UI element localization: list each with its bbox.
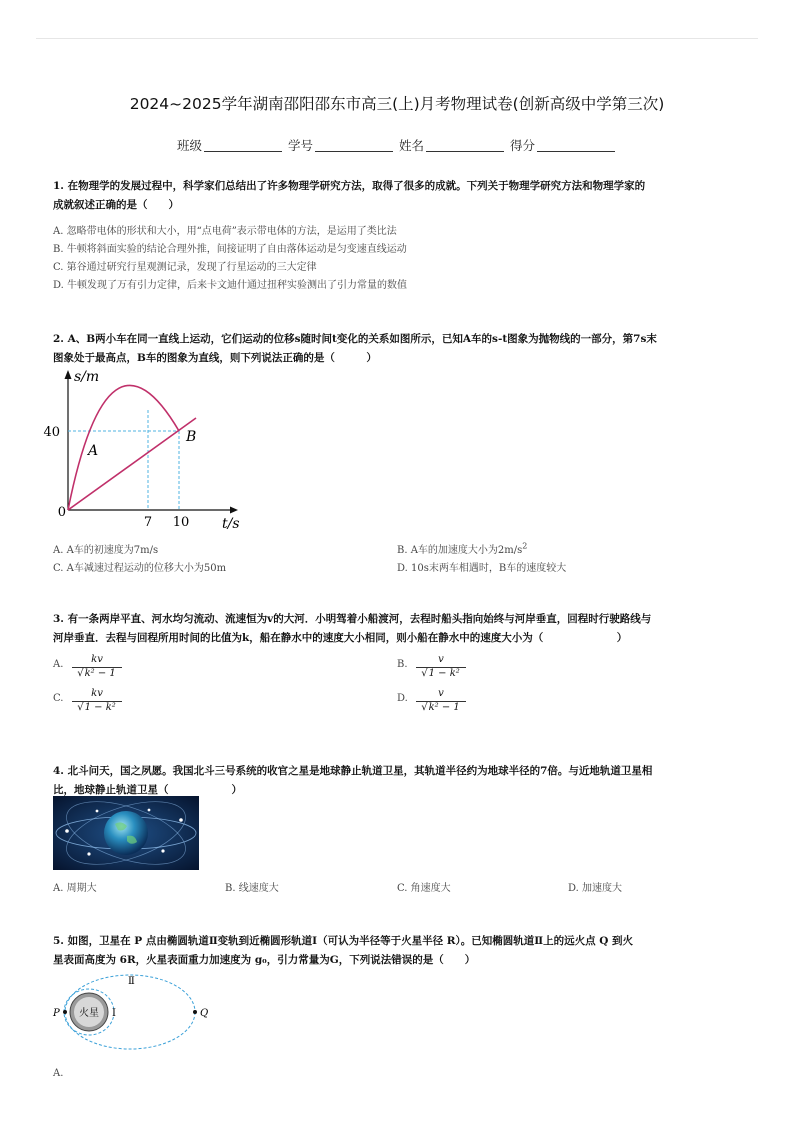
origin-label: 0: [57, 505, 66, 520]
numerator: kv: [91, 654, 103, 665]
q1-stem-line: 成就叙述正确的是（ ）: [53, 199, 179, 211]
q3-option-d-label[interactable]: D.: [397, 693, 408, 704]
denominator: √k² − 1: [421, 702, 460, 713]
q1-stem: [53, 177, 743, 215]
q3-option-a-label[interactable]: A.: [53, 659, 64, 670]
denominator: √1 − k²: [421, 668, 460, 679]
page-title: 2024~2025学年湖南邵阳邵东市高三(上)月考物理试卷(创新高级中学第三次): [129, 95, 665, 113]
label-b: B: [186, 429, 197, 445]
id-field[interactable]: [315, 139, 393, 152]
curve-a: [68, 385, 179, 510]
q1-stem-line: 1. 在物理学的发展过程中，科学家们总结出了许多物理学研究方法，取得了很多的成就。下列关于物理学研究方法和物理学家的: [53, 180, 646, 192]
denominator: √1 − k²: [77, 702, 116, 713]
satellite-dot: [161, 849, 164, 852]
q3-stem-line: 河岸垂直．去程与回程所用时间的比值为k，船在静水中的速度大小相同，则小船在静水中的速度大小为（ ）: [53, 632, 628, 644]
y-tick-40: 40: [43, 425, 60, 440]
q2-stem-line: 2. A、B两小车在同一直线上运动，它们运动的位移s随时间t变化的关系如图所示，已知A车的s-t图象为抛物线的一部分，第7s末: [53, 333, 657, 345]
student-info: [0, 136, 794, 154]
x-tick-7: 7: [143, 515, 153, 530]
class-field[interactable]: [204, 139, 282, 152]
numerator: v: [438, 688, 444, 699]
q2-stem-line: 图象处于最高点，B车的图象为直线，则下列说法正确的是（ ）: [53, 352, 377, 364]
q1-option-a[interactable]: A. 忽略带电体的形状和大小，用“点电荷”表示带电体的方法，是运用了类比法: [53, 226, 397, 237]
q3-option-b-formula[interactable]: [416, 654, 466, 684]
q3-stem-line: 3. 有一条两岸平直、河水均匀流动、流速恒为v的大河．小明驾着小船渡河，去程时船头指向始终与河岸垂直，回程时行驶路线与: [53, 613, 652, 625]
orbit-1-label: Ⅰ: [112, 1008, 116, 1019]
st-graph: [43, 362, 262, 532]
id-label: 学号: [287, 138, 313, 153]
q3-option-c-label[interactable]: C.: [53, 693, 64, 704]
q2-option-c[interactable]: C. A车减速过程运动的位移大小为50m: [53, 563, 227, 574]
header-rule: [36, 38, 758, 39]
q2-option-d[interactable]: D. 10s末两车相遇时，B车的速度较大: [397, 563, 567, 574]
label-a: A: [88, 443, 99, 459]
q1-option-b[interactable]: B. 牛顿将斜面实验的结论合理外推，间接证明了自由落体运动是匀变速直线运动: [53, 244, 407, 255]
q4-stem: [53, 762, 743, 800]
q3-stem: [53, 610, 743, 648]
q4-option-b[interactable]: B. 线速度大: [225, 883, 279, 894]
denominator: √k² − 1: [77, 668, 116, 679]
name-field[interactable]: [426, 139, 504, 152]
q1-option-d[interactable]: D. 牛顿发现了万有引力定律，后来卡文迪什通过扭秤实验测出了引力常量的数值: [53, 280, 408, 291]
q4-stem-line: 比，地球静止轨道卫星（ ）: [53, 784, 242, 796]
q4-option-c[interactable]: C. 角速度大: [397, 883, 451, 894]
line-b: [68, 418, 196, 510]
point-p-dot: [63, 1010, 67, 1014]
point-q-dot: [193, 1010, 197, 1014]
q2-option-a[interactable]: A. A车的初速度为7m/s: [53, 545, 159, 556]
radicand: k² − 1: [84, 668, 116, 679]
satellite-dot: [148, 809, 151, 812]
q4-option-d[interactable]: D. 加速度大: [568, 883, 623, 894]
q5-stem-line: 星表面高度为 6R，火星表面重力加速度为 g₀，引力常量为G，下列说法错误的是（ ）: [53, 954, 476, 966]
q1-option-c[interactable]: C. 第谷通过研究行星观测记录，发现了行星运动的三大定律: [53, 262, 317, 273]
q5-stem: [53, 932, 743, 970]
q3-option-d-formula[interactable]: [416, 688, 466, 718]
satellite-dot: [179, 818, 183, 822]
satellite-dot: [65, 829, 69, 833]
point-p-label: P: [53, 1008, 60, 1019]
x-axis-label: t/s: [222, 516, 240, 532]
y-axis-arrow: [65, 370, 72, 379]
radicand: 1 − k²: [84, 702, 116, 713]
q2-option-b-text: B. A车的加速度大小为2m/s: [397, 545, 523, 556]
radicand: k² − 1: [428, 702, 460, 713]
q2-option-b[interactable]: [397, 541, 527, 556]
score-label: 得分: [509, 138, 535, 153]
name-label: 姓名: [398, 138, 424, 153]
orbit-2-label: Ⅱ: [128, 976, 135, 987]
mars-label: 火星: [79, 1008, 99, 1019]
q3-option-c-formula[interactable]: [72, 688, 122, 718]
x-tick-10: 10: [172, 515, 190, 530]
radicand: 1 − k²: [428, 668, 460, 679]
numerator: v: [438, 654, 444, 665]
x-axis-arrow: [230, 507, 238, 514]
satellite-dot: [87, 852, 90, 855]
score-field[interactable]: [537, 139, 615, 152]
q4-option-a[interactable]: A. 周期大: [53, 883, 97, 894]
class-label: 班级: [176, 138, 202, 153]
earth-globe: [104, 811, 148, 855]
q5-stem-line: 5. 如图，卫星在 P 点由椭圆轨道Ⅱ变轨到近椭圆形轨道Ⅰ（可认为半径等于火星半径 R）。已知椭圆轨道Ⅱ上的远火点 Q 到火: [53, 935, 634, 947]
q3-option-b-label[interactable]: B.: [397, 659, 408, 670]
point-q-label: Q: [200, 1008, 209, 1019]
satellite-dot: [96, 810, 99, 813]
q5-option-a[interactable]: A.: [53, 1068, 64, 1079]
q3-option-a-formula[interactable]: [72, 654, 122, 684]
beidou-satellite-image: [53, 796, 199, 870]
q2-option-b-exponent: 2: [522, 541, 528, 551]
y-axis-label: s/m: [74, 369, 100, 385]
orbit-diagram: [50, 970, 220, 1058]
q4-stem-line: 4. 北斗问天，国之夙愿。我国北斗三号系统的收官之星是地球静止轨道卫星，其轨道半径约为地球半径的7倍。与近地轨道卫星相: [53, 765, 653, 777]
numerator: kv: [91, 688, 103, 699]
